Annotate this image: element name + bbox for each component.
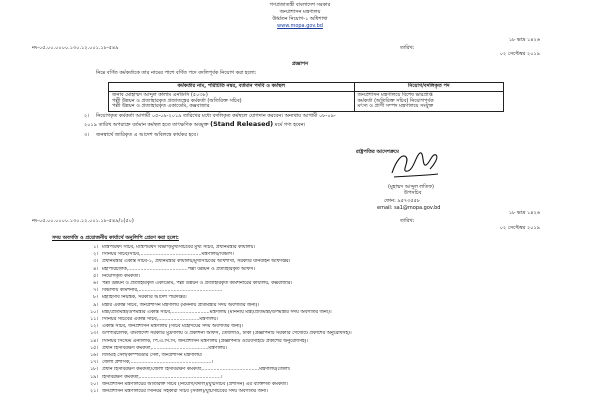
website-link[interactable]: www.mopa.gov.bd bbox=[277, 23, 323, 29]
distribution-item-number: ১৯। bbox=[90, 374, 98, 380]
officer-line: পল্লী উন্নয়ন ও প্রত্যাহারকৃত প্রজাতন্ত্রের কর্মকর্তা (অতিরিক্ত সচিব) bbox=[112, 97, 242, 104]
signature-icon bbox=[386, 143, 442, 183]
distribution-item-number: ১১। bbox=[90, 317, 98, 322]
distribution-item-number: ৩। bbox=[93, 259, 98, 265]
distribution-item-number: ১৬। bbox=[90, 353, 98, 358]
distribution-item-number: ১২। bbox=[90, 324, 98, 330]
ministry-name: জনপ্রশাসন মন্ত্রণালয় bbox=[279, 9, 321, 15]
officer-line: পল্লী উন্নয়ন ও প্রত্যাহারকৃত একাডেমি, কক্সবাজার bbox=[112, 103, 210, 110]
memo-date-english: ০২ সেপ্টেম্বর ২০১৯ bbox=[499, 51, 540, 57]
distribution-item-number: ১৫। bbox=[90, 345, 98, 351]
order-table bbox=[108, 82, 504, 112]
posting-line: জনপ্রশাসন মন্ত্রণালয়ে বিশেষ ভারপ্রাপ্ত bbox=[357, 91, 433, 98]
distribution-item: মন্ত্রিপরিষদ সচিব, মন্ত্রিপরিষদ বিভাগ/মুখ্যসচিবের মুখ্য সচিব, প্রধানমন্ত্রীর কার্যালয়। bbox=[102, 245, 256, 250]
table-header-officer: কর্মকর্তার নাম, পরিচিতি নম্বর, বর্তমান পদবি ও কর্মস্থল bbox=[109, 83, 355, 92]
distribution-item-number: ১। bbox=[93, 245, 98, 250]
distribution-item-number: ৫। bbox=[93, 273, 98, 279]
distribution-item: সিনিয়র সচিবের একান্ত সচিব,...........................মন্ত্রণালয়। bbox=[102, 317, 218, 322]
table-cell-posting bbox=[354, 91, 504, 111]
memo2-date-bangla: ১৮ ভাদ্র ১৪২৬ bbox=[508, 210, 540, 216]
officer-line: জনাব মোহাম্মদ আব্দুল কালাম এনডিসি (৫০৩৮) bbox=[112, 91, 208, 98]
distribution-item: জেলা প্রশাসক,.....................................................। bbox=[102, 360, 214, 366]
para3-text: জনস্বার্থে জারিকৃত এ আদেশ অবিলম্বে কার্যকর হবে। bbox=[96, 132, 198, 138]
memo-number: নং-০৫.০০.০০০০.১৩০.১২.০০১.১৮-৫৪৯ bbox=[32, 45, 119, 51]
distribution-item: পল্লী উন্নয়ন ও প্রত্যাহারকৃত একাডেমি, পল্লী উন্নয়ন ও প্রত্যাহারকৃত কমিশনারের কার্যালয়, কক্সবাজার। bbox=[102, 281, 293, 286]
distribution-item: মহাপরিচালক,.......................................পল্লী উন্নয়ন ও প্রত্যাহারকৃত অফিস। bbox=[102, 266, 255, 272]
memo2-date-english: ০২ সেপ্টেম্বর ২০১৯ bbox=[499, 225, 540, 231]
stand-released: (Stand Released) bbox=[210, 120, 274, 128]
distribution-item-number: ১৩। bbox=[90, 331, 98, 337]
para2-line2 bbox=[84, 121, 305, 129]
distribution-item: মহাহিসাব নিয়ন্ত্রক, সরকারি আদেশ পরিদপ্তর। bbox=[102, 295, 187, 301]
distribution-item: মন্ত্রী/প্রতিমন্ত্রী/উপমন্ত্রীর একান্ত সচিব,.........................মন্ত্রণালয় (মাননীয় মন্ত্রী/প্রতিমন্ত্রী/উপমন্ত্রীর সদয় অবগতির জন্য)। bbox=[102, 309, 332, 315]
intro-text: নিম্নে বর্ণিত কর্মকর্তাকে তার নামের পাশে বর্ণিত পদে বদলিপূর্বক নিয়োগ করা হলো: bbox=[96, 70, 257, 76]
para2-line1: নিয়োগকৃত কর্মকর্তা আগামী ০৫-০৯-২০১৯ তারিখের মধ্যে বদলিকৃত কর্মস্থলে যোগদান করবেন। অন্যথায় আগামী ০৮-০৯- bbox=[96, 113, 336, 119]
distribution-item-number: ২। bbox=[93, 252, 98, 258]
distribution-item: নিয়োগকৃত কর্মকর্তা। bbox=[102, 273, 141, 279]
distribution-item: প্রধান হিসাবরক্ষণ কর্মকর্তা,.....................................মন্ত্রণালয়। bbox=[102, 345, 227, 351]
distribution-item: মন্ত্রীর একান্ত সচিব, জনপ্রশাসন মন্ত্রণালয় (মাননীয় প্রতিমন্ত্রীর সদয় অবগতির জন্য)। bbox=[102, 302, 260, 308]
memo-date-label: তারিখ: bbox=[400, 45, 415, 51]
table-header-posting: নিয়োগ/বদলিকৃত পদ bbox=[354, 83, 504, 92]
signatory-name: (মুহাম্মদ আব্দুল লতিফ) bbox=[388, 184, 434, 190]
page-title: প্রজ্ঞাপন bbox=[291, 61, 309, 67]
para2-line2-pre: ২০১৯ তারিখ অপরাহ্নে বর্তমান কর্মস্থল হতে তাৎক্ষণিক অবমুক্ত bbox=[84, 122, 209, 128]
distribution-item-number: ৪। bbox=[93, 266, 98, 272]
signatory-phone: ফোন: ৯৫৭৩৫৫৮ bbox=[384, 198, 421, 204]
distribution-item-number: ৭। bbox=[93, 288, 98, 294]
distribution-item: একান্ত সচিব, জনপ্রশাসন মন্ত্রণালয় (সচিব মহোদয়ের সদয় অবগতির জন্য)। bbox=[102, 324, 244, 330]
distribution-item-number: ৬। bbox=[93, 281, 98, 286]
para3-number: ৩। bbox=[84, 132, 90, 138]
table-cell-officer bbox=[109, 91, 355, 111]
memo2-number: নং-০৫.০০.০০০০.১৩০.১২.০০১.১৮-৫৪৯/১(৫০) bbox=[32, 218, 134, 224]
distribution-item: জনপ্রশাসন মন্ত্রণালয়ের অতিরিক্ত সচিব (নিয়োগ/বদলি)/যুগ্মসচিব (প্রশাসন) এর ব্যক্তিগত কর্মকর্তা। bbox=[102, 381, 289, 387]
distribution-item-number: ১০। bbox=[90, 309, 98, 315]
distribution-item: সিনিয়র সচিব/সচিব,........................................মন্ত্রণালয়/বিভাগ। bbox=[102, 252, 234, 258]
distribution-item: বিভাগীয় কমিশনার,....................................................... bbox=[102, 288, 223, 294]
distribution-item: জনপ্রশাসন মন্ত্রণালয়ের সিনিয়র সহকারী সচিব (সকল)/যুগ্মসচিবের সদয় অবগতির জন্য। bbox=[102, 389, 268, 394]
distribution-item-number: ২১। bbox=[90, 389, 98, 394]
distribution-item: প্রধানমন্ত্রীর একান্ত সচিব-১, প্রধানমন্ত্রীর কার্যালয়/মুখ্যসচিবের অধিশাখা, সরকারি যানবাহন অধিদপ্তর। bbox=[102, 259, 291, 265]
presidential-order: রাষ্ট্রপতির আদেশক্রমে bbox=[356, 149, 399, 155]
distribution-item-number: ১৪। bbox=[90, 338, 98, 344]
posting-line: কর্মকর্তা (অতিরিক্ত সচিব) নিয়োগপূর্বক bbox=[357, 97, 434, 104]
gov-name: গণপ্রজাতন্ত্রী বাংলাদেশ সরকার bbox=[269, 2, 331, 8]
para2-line2-post: মর্মে গণ্য হবেন। bbox=[274, 122, 306, 128]
posting-line: মৎস্য ও প্রাণী সম্পদ মন্ত্রণালয়ে সংযুক্ত bbox=[357, 103, 434, 110]
distribution-item-number: ১৭। bbox=[90, 360, 98, 366]
memo2-date-label: তারিখ: bbox=[400, 218, 415, 224]
distribution-item: উপপরিচালক, বাংলাদেশ সরকারি মুদ্রণালয় ও প্রকাশনা অফিস, তেজগাঁও, ঢাকা (প্রজ্ঞাপনটি সরকারি গেজেটে প্রকাশের অনুরোধসহ)। bbox=[102, 331, 352, 337]
distribution-item: প্রধান হিসাবরক্ষণ কর্মকর্তা/জেলা হিসাবরক্ষণ কর্মকর্তা,.....................................মন্ত্রণালয়/জেলা। bbox=[102, 367, 291, 373]
distribution-item: জিআই সেল/কম্পিউটার সেল, জনপ্রশাসন মন্ত্রণালয়। bbox=[102, 353, 203, 358]
memo-date-bangla: ১৮ ভাদ্র ১৪২৬ bbox=[508, 37, 540, 43]
distribution-heading: সদয় অবগতি ও প্রয়োজনীয় কার্যার্থে অনুলিপি প্রেরণ করা হলো: bbox=[52, 235, 179, 241]
distribution-item-number: ১৮। bbox=[90, 367, 98, 373]
section-name: উর্ধ্বতন নিয়োগ-১ অধিশাখা bbox=[272, 16, 328, 22]
para2-number: ২। bbox=[84, 113, 90, 119]
distribution-item: হিসাবরক্ষণ কর্মকর্তা,.....................................................। bbox=[102, 374, 223, 380]
distribution-item-number: ৯। bbox=[93, 302, 98, 308]
signatory-designation: উপসচিব bbox=[404, 190, 422, 196]
distribution-item-number: ২০। bbox=[90, 381, 98, 387]
signatory-email: email: sa1@mopa.gov.bd bbox=[377, 205, 441, 211]
distribution-item-number: ৮। bbox=[93, 295, 98, 301]
distribution-item: সিনিয়র সিস্টেম এনালিস্ট, পি.এ.সি.সি, জনপ্রশাসন মন্ত্রণালয় (প্রজ্ঞাপনটি ওয়েবসাইটে প্রকাশের অনুরোধসহ)। bbox=[102, 338, 309, 344]
